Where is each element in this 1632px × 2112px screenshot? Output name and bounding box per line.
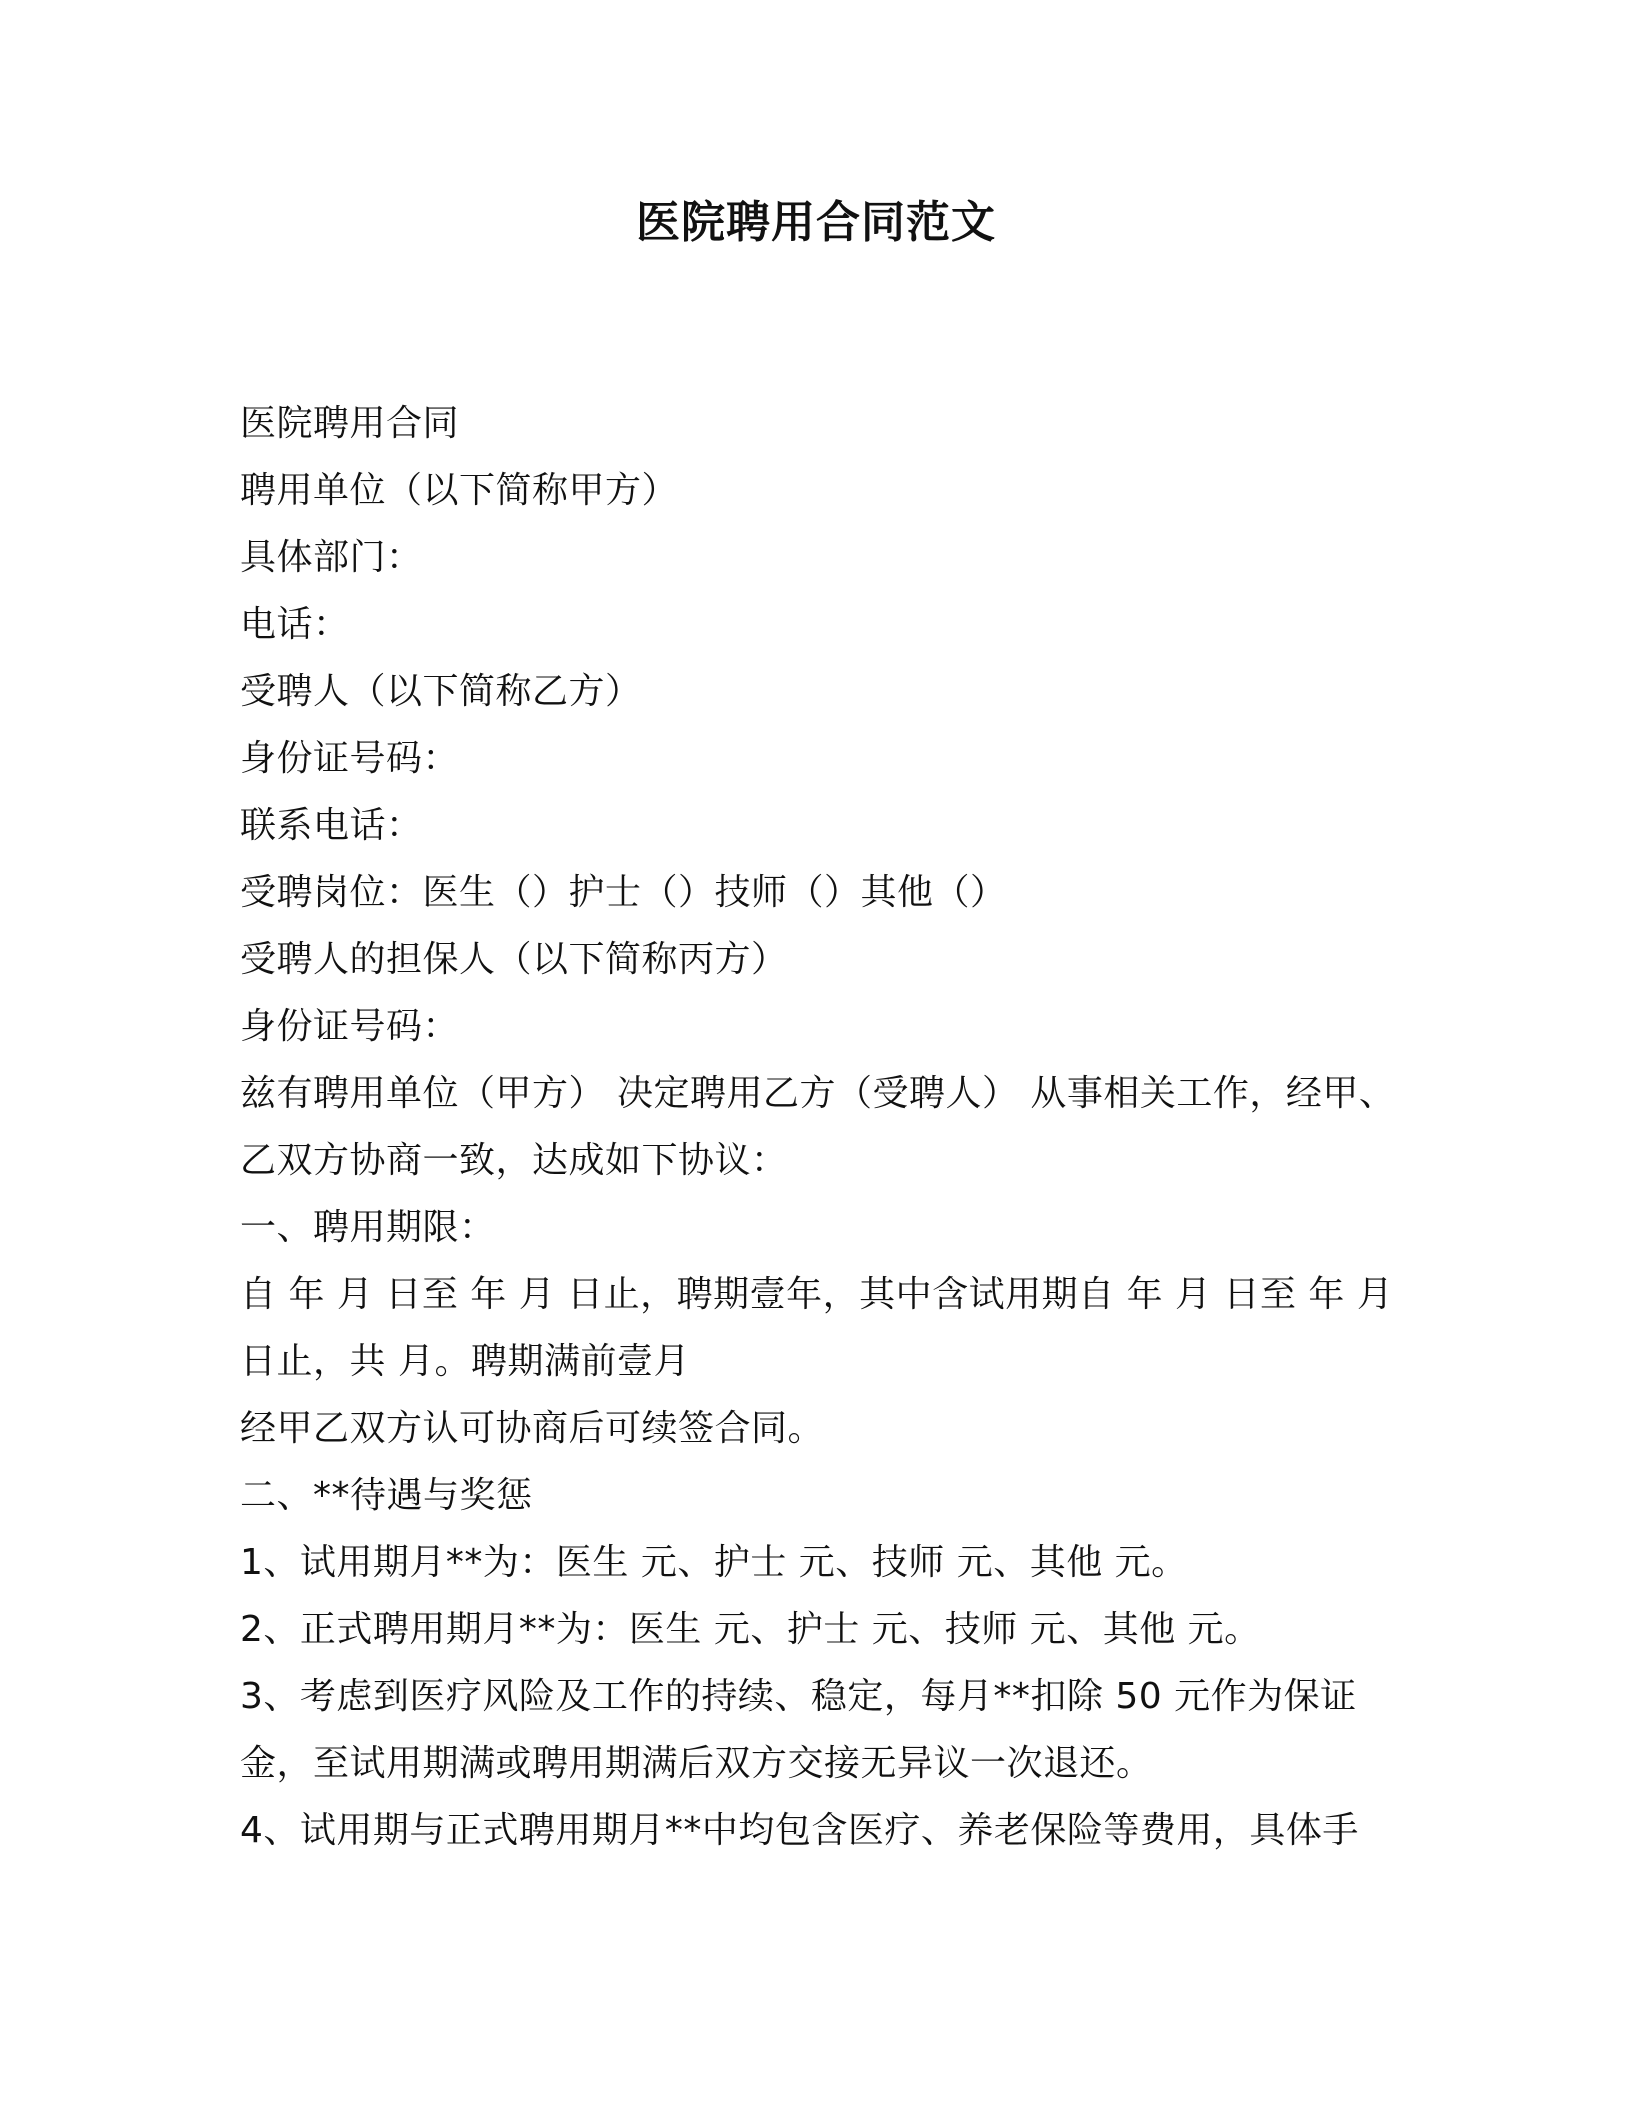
text-line: 具体部门： [240, 537, 423, 578]
text-line: 二、**待遇与奖惩 [240, 1475, 533, 1516]
text-line: 受聘人的担保人（以下简称丙方） [240, 939, 788, 980]
text-line: 1、试用期月**为：医生 元、护士 元、技师 元、其他 元。 [240, 1542, 1188, 1583]
text-line: 乙双方协商一致，达成如下协议： [240, 1140, 788, 1181]
text-line: 2、正式聘用期月**为：医生 元、护士 元、技师 元、其他 元。 [240, 1609, 1261, 1650]
text-line: 身份证号码： [240, 1006, 460, 1047]
text-line: 受聘人（以下简称乙方） [240, 671, 642, 712]
text-line: 3、考虑到医疗风险及工作的持续、稳定，每月**扣除 50 元作为保证 [240, 1676, 1357, 1717]
text-line: 受聘岗位：医生（）护士（）技师（）其他（） [240, 872, 1007, 913]
text-line: 日止，共 月。聘期满前壹月 [240, 1341, 690, 1382]
text-line: 聘用单位（以下简称甲方） [240, 470, 679, 511]
text-line: 电话： [240, 604, 350, 645]
text-line: 4、试用期与正式聘用期月**中均包含医疗、养老保险等费用，具体手 [240, 1810, 1359, 1851]
document-body [240, 390, 1400, 1864]
text-line: 经甲乙双方认可协商后可续签合同。 [240, 1408, 825, 1449]
text-line: 金，至试用期满或聘用期满后双方交接无异议一次退还。 [240, 1743, 1153, 1784]
text-line: 身份证号码： [240, 738, 460, 779]
text-line: 联系电话： [240, 805, 423, 846]
text-line: 医院聘用合同 [240, 403, 460, 444]
text-line: 兹有聘用单位（甲方） 决定聘用乙方（受聘人） 从事相关工作，经甲、 [240, 1073, 1396, 1114]
document-title: 医院聘用合同范文 [636, 197, 996, 248]
text-line: 一、聘用期限： [240, 1207, 496, 1248]
text-line: 自 年 月 日至 年 月 日止，聘期壹年，其中含试用期自 年 月 日至 年 月 [240, 1274, 1394, 1315]
